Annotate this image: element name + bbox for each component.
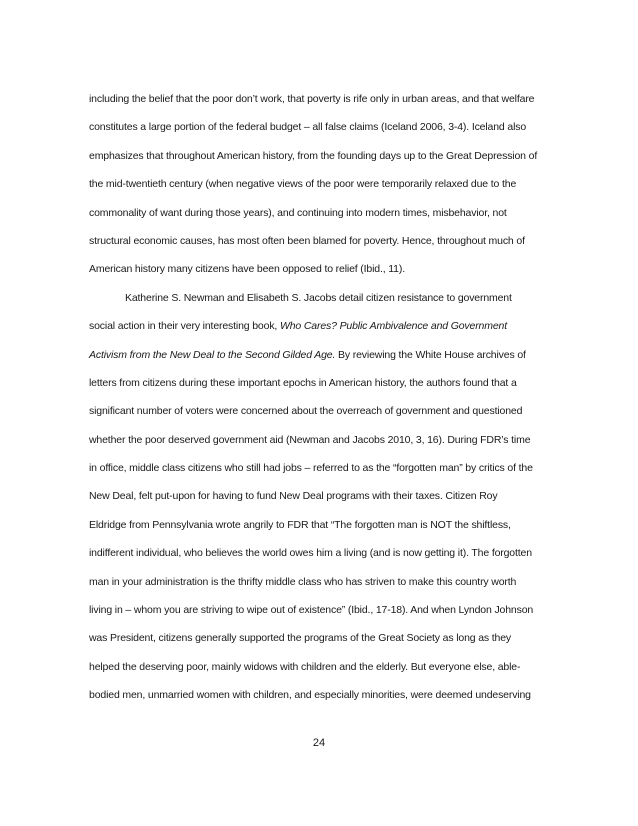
text-line: the mid-twentieth century (when negative views of the poor were temporarily relaxed due to the: [89, 178, 517, 191]
book-title: Who Cares? Public Ambivalence and Government: [279, 320, 507, 333]
text-line: constitutes a large portion of the federal budget – all false claims (Iceland 2006, 3-4). Iceland also: [89, 121, 527, 134]
text-line: Activism from the New Deal to the Second Gilded Age. By reviewing the White House archives of: [89, 348, 526, 361]
text-line: American history many citizens have been opposed to relief (Ibid., 11).: [89, 263, 405, 276]
text-line: living in – whom you are striving to wipe out of existence” (Ibid., 17-18). And when Lyndon Johnson: [89, 604, 534, 617]
text-line: indifferent individual, who believes the world owes him a living (and is now getting it). The forgotten: [89, 547, 532, 560]
text-line: letters from citizens during these important epochs in American history, the authors found that a: [89, 376, 517, 389]
page-number: 24: [312, 737, 326, 749]
book-title: Activism from the New Deal to the Second Gilded Age.: [89, 348, 336, 361]
text-line: in office, middle class citizens who still had jobs – referred to as the “forgotten man” by critics of the: [89, 462, 533, 475]
text-line: Eldridge from Pennsylvania wrote angrily to FDR that “The forgotten man is NOT the shiftless,: [89, 518, 511, 531]
text-line: was President, citizens generally supported the programs of the Great Society as long as they: [89, 632, 512, 645]
text-line: commonality of want during those years), and continuing into modern times, misbehavior, not: [89, 206, 507, 219]
text-line: emphasizes that throughout American history, from the founding days up to the Great Depression of: [89, 149, 538, 162]
text-line: including the belief that the poor don’t work, that poverty is rife only in urban areas, and that welfare: [89, 93, 535, 105]
paragraph-start-line: Katherine S. Newman and Elisabeth S. Jacobs detail citizen resistance to government: [125, 291, 512, 304]
text-line: bodied men, unmarried women with children, and especially minorities, were deemed undeserving: [89, 689, 531, 702]
text-line: whether the poor deserved government aid (Newman and Jacobs 2010, 3, 16). During FDR’s time: [89, 433, 531, 446]
text-line: man in your administration is the thrifty middle class who has striven to make this country worth: [89, 575, 517, 588]
text-line: structural economic causes, has most often been blamed for poverty. Hence, throughout much of: [89, 234, 525, 247]
body-text: [89, 89, 564, 714]
text-line: social action in their very interesting book, Who Cares? Public Ambivalence and Government: [89, 320, 507, 333]
text-line: significant number of voters were concerned about the overreach of government and questioned: [89, 405, 523, 418]
text-line: helped the deserving poor, mainly widows with children and the elderly. But everyone else, able-: [89, 660, 521, 673]
text-line: New Deal, felt put-upon for having to fund New Deal programs with their taxes. Citizen Roy: [89, 490, 498, 503]
